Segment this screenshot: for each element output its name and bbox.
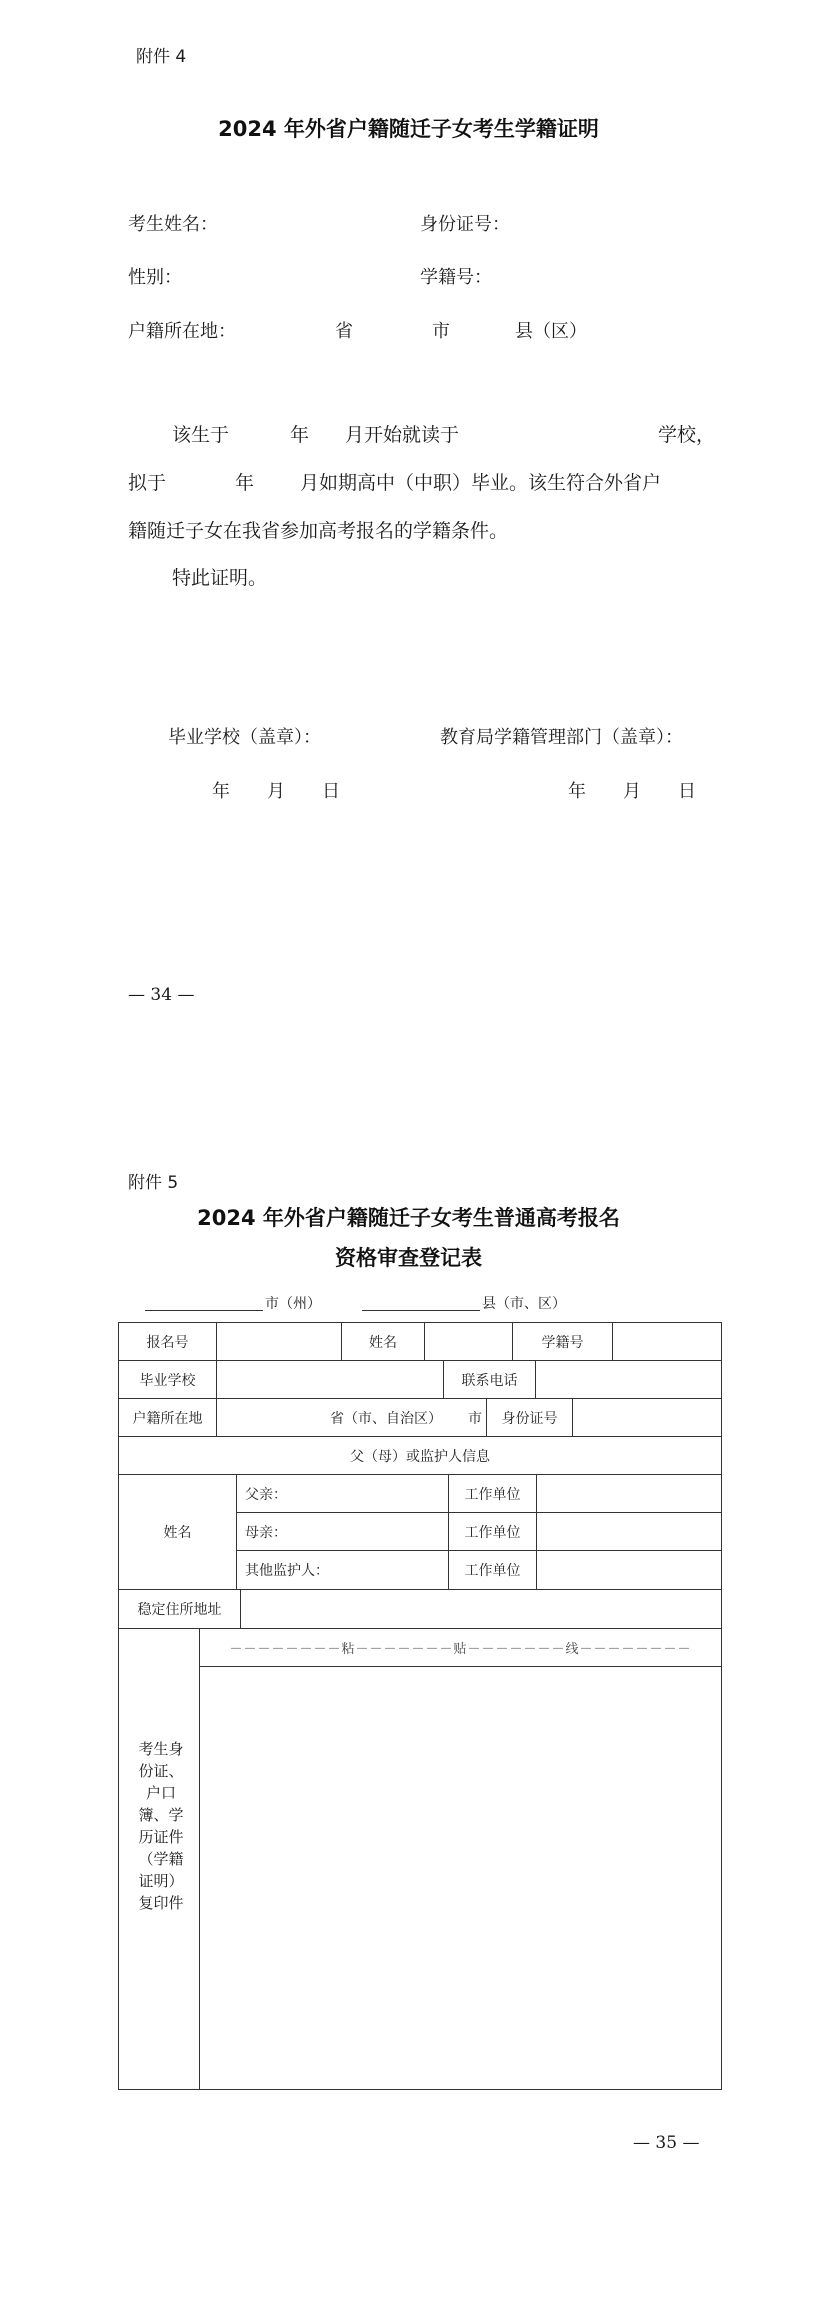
page-title: 2024 年外省户籍随迁子女考生学籍证明 bbox=[218, 117, 599, 141]
guardian-name-label: 姓名 bbox=[163, 1525, 192, 1541]
student-no-field[interactable] bbox=[613, 1323, 721, 1360]
name-field[interactable] bbox=[425, 1323, 512, 1360]
address-label: 稳定住所地址 bbox=[137, 1602, 222, 1618]
page-subtitle: 资格审查登记表 bbox=[335, 1246, 482, 1270]
other-work-unit-label: 工作单位 bbox=[464, 1563, 521, 1579]
attachment-label: 附件 5 bbox=[128, 1173, 179, 1193]
mother-work-unit-field[interactable] bbox=[537, 1513, 721, 1550]
sign-school-month: 月 bbox=[267, 781, 285, 802]
other-work-unit-field[interactable] bbox=[537, 1551, 721, 1589]
guardian-header: 父（母）或监护人信息 bbox=[350, 1448, 490, 1465]
body-line1-d: 学校， bbox=[658, 424, 716, 446]
body-line3: 籍随迁子女在我省参加高考报名的学籍条件。 bbox=[128, 520, 509, 542]
mother-work-unit-label: 工作单位 bbox=[464, 1524, 521, 1541]
grad-school-label: 毕业学校 bbox=[139, 1372, 196, 1389]
phone-label: 联系电话 bbox=[461, 1372, 518, 1389]
father-work-unit-field[interactable] bbox=[537, 1475, 721, 1512]
address-field[interactable] bbox=[241, 1590, 721, 1628]
county-label: 县（市、区） bbox=[482, 1296, 566, 1312]
sign-school-label: 毕业学校（盖章）： bbox=[168, 727, 321, 748]
sign-school-year: 年 bbox=[212, 781, 230, 802]
field-province-label: 省 bbox=[335, 321, 353, 342]
page-number: — 34 — bbox=[128, 985, 195, 1005]
body-line1-c: 月开始就读于 bbox=[345, 424, 460, 446]
page-number: — 35 — bbox=[633, 2133, 700, 2153]
page-title: 2024 年外省户籍随迁子女考生普通高考报名 bbox=[197, 1206, 620, 1230]
name-label: 姓名 bbox=[369, 1334, 397, 1351]
field-gender-label: 性别： bbox=[128, 267, 182, 288]
attachment-label: 附件 4 bbox=[136, 47, 187, 67]
field-hukou-label: 户籍所在地： bbox=[128, 321, 236, 342]
student-no-label: 学籍号 bbox=[541, 1334, 584, 1351]
id-no-field[interactable] bbox=[573, 1399, 721, 1436]
copies-label: 考生身份证、户口簿、学历证件（学籍证明）复印件 bbox=[138, 1740, 184, 1912]
body-line2-b: 年 bbox=[235, 472, 255, 494]
field-student-no-label: 学籍号： bbox=[420, 267, 492, 288]
body-line2-a: 拟于 bbox=[128, 472, 167, 494]
sign-bureau-year: 年 bbox=[568, 781, 586, 802]
county-fill-line bbox=[362, 1310, 480, 1311]
body-line4: 特此证明。 bbox=[172, 567, 268, 589]
hukou-label: 户籍所在地 bbox=[132, 1410, 203, 1427]
sign-bureau-day: 日 bbox=[678, 781, 696, 802]
hukou-city-label: 市 bbox=[468, 1410, 482, 1427]
grad-school-field[interactable] bbox=[217, 1361, 443, 1398]
body-line1-a: 该生于 bbox=[172, 424, 230, 446]
id-no-label: 身份证号 bbox=[501, 1410, 558, 1427]
body-line1-b: 年 bbox=[290, 424, 310, 446]
field-name-label: 考生姓名： bbox=[128, 214, 218, 235]
field-city-label: 市 bbox=[432, 321, 450, 342]
paste-line: －－－－－－－－粘－－－－－－－贴－－－－－－－线－－－－－－－－ bbox=[229, 1642, 692, 1657]
mother-label: 母亲： bbox=[245, 1524, 287, 1541]
phone-field[interactable] bbox=[536, 1361, 721, 1398]
sign-bureau-label: 教育局学籍管理部门（盖章）： bbox=[440, 727, 683, 748]
sign-bureau-month: 月 bbox=[623, 781, 641, 802]
city-fill-line bbox=[145, 1310, 263, 1311]
copies-paste-area[interactable] bbox=[200, 1667, 721, 2089]
city-label: 市（州） bbox=[265, 1296, 321, 1312]
father-work-unit-label: 工作单位 bbox=[464, 1486, 521, 1503]
hukou-province-label: 省（市、自治区） bbox=[330, 1410, 442, 1427]
field-county-label: 县（区） bbox=[515, 321, 587, 342]
field-id-label: 身份证号： bbox=[420, 214, 510, 235]
other-guardian-label: 其他监护人： bbox=[245, 1563, 329, 1579]
reg-no-label: 报名号 bbox=[146, 1334, 189, 1351]
father-label: 父亲： bbox=[245, 1486, 287, 1503]
reg-no-field[interactable] bbox=[217, 1323, 341, 1360]
body-line2-c: 月如期高中（中职）毕业。该生符合外省户 bbox=[300, 472, 662, 494]
sign-school-day: 日 bbox=[322, 781, 340, 802]
